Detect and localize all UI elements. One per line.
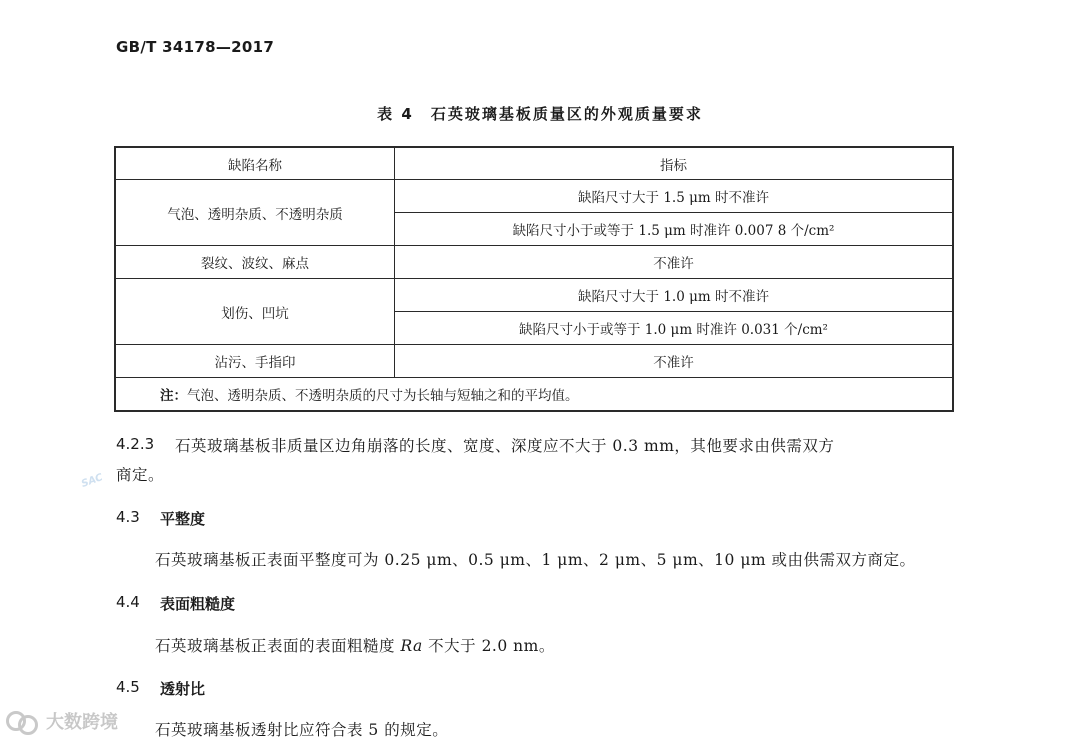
table-header-row [115, 147, 953, 180]
indicator-cell: 不准许 [395, 345, 954, 378]
clause-4-4-text-after: 不大于 2.0 nm。 [422, 637, 555, 655]
appearance-quality-table [114, 146, 954, 412]
clause-4-3-text: 石英玻璃基板正表面平整度可为 0.25 μm、0.5 μm、1 μm、2 μm、5 μm、10 μm 或由供需双方商定。 [155, 551, 916, 569]
clause-number-4-5: 4.5 [116, 678, 140, 696]
defect-name-cell: 划伤、凹坑 [115, 279, 395, 345]
table-note [115, 378, 953, 412]
table-row [115, 246, 953, 279]
indicator-cell: 缺陷尺寸小于或等于 1.5 μm 时准许 0.007 8 个/cm² [395, 213, 954, 246]
indicator-cell: 缺陷尺寸小于或等于 1.0 μm 时准许 0.031 个/cm² [395, 312, 954, 345]
clause-number-4-3: 4.3 [116, 508, 140, 526]
watermark-text: 大数跨境 [46, 712, 118, 733]
table-row [115, 180, 953, 213]
table-title: 表 4 石英玻璃基板质量区的外观质量要求 [377, 105, 703, 123]
clause-4-4-text-before: 石英玻璃基板正表面的表面粗糙度 [155, 637, 401, 655]
defect-name-cell: 沾污、手指印 [115, 345, 395, 378]
clause-4-4-text [155, 634, 555, 656]
clause-4-5-text: 石英玻璃基板透射比应符合表 5 的规定。 [155, 721, 449, 739]
clause-heading-roughness: 表面粗糙度 [160, 595, 236, 613]
defect-name-cell: 裂纹、波纹、麻点 [115, 246, 395, 279]
note-label: 注： [160, 388, 187, 404]
table-row [115, 345, 953, 378]
clause-number-4-2-3: 4.2.3 [116, 435, 155, 453]
indicator-cell: 不准许 [395, 246, 954, 279]
sac-watermark: SAC [80, 472, 105, 490]
column-header-defect-name: 缺陷名称 [115, 147, 395, 180]
column-header-indicator: 指标 [395, 147, 954, 180]
clause-heading-transmittance: 透射比 [160, 680, 206, 698]
indicator-cell: 缺陷尺寸大于 1.0 μm 时不准许 [395, 279, 954, 312]
clause-4-2-3-line2: 商定。 [116, 466, 165, 484]
indicator-cell: 缺陷尺寸大于 1.5 μm 时不准许 [395, 180, 954, 213]
table-row [115, 279, 953, 312]
clause-number-4-4: 4.4 [116, 593, 140, 611]
roughness-symbol: Ra [400, 637, 423, 655]
note-text: 气泡、透明杂质、不透明杂质的尺寸为长轴与短轴之和的平均值。 [187, 388, 579, 404]
table-note-row [115, 378, 953, 412]
watermark-logo-icon [6, 709, 40, 733]
defect-name-cell: 气泡、透明杂质、不透明杂质 [115, 180, 395, 246]
standard-code: GB/T 34178—2017 [116, 38, 275, 56]
bottom-watermark [6, 708, 118, 734]
clause-heading-flatness: 平整度 [160, 510, 206, 528]
clause-4-2-3-line1: 石英玻璃基板非质量区边角崩落的长度、宽度、深度应不大于 0.3 mm，其他要求由供需双方 [175, 437, 835, 455]
